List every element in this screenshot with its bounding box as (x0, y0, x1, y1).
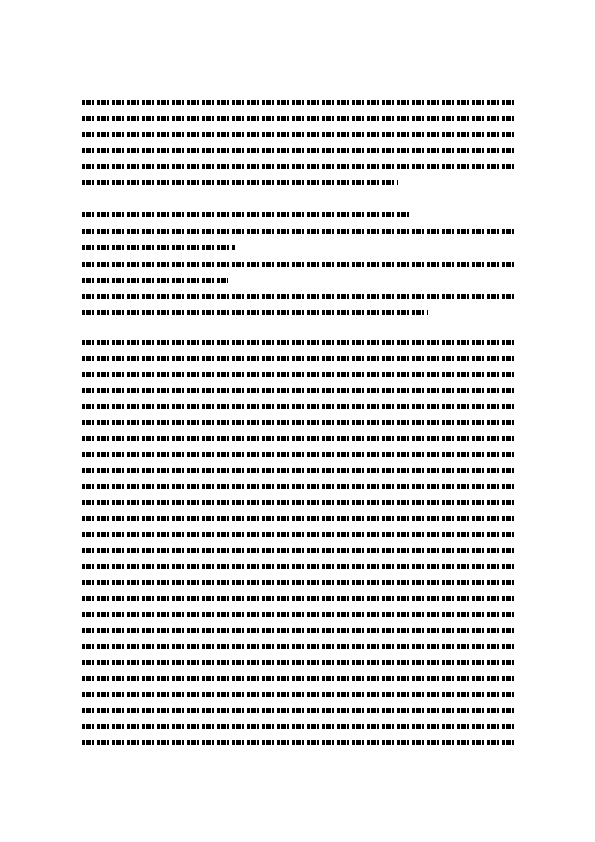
text-line (82, 404, 514, 409)
text-line (82, 500, 514, 505)
text-line (82, 340, 514, 345)
text-line (82, 724, 514, 729)
text-line (82, 548, 514, 553)
text-line (82, 245, 236, 250)
paragraph-6 (82, 340, 514, 752)
text-line (82, 644, 514, 649)
text-line (82, 310, 428, 315)
text-line (82, 676, 514, 681)
text-line (82, 692, 514, 697)
paragraph-1 (82, 100, 514, 192)
text-line (82, 740, 514, 745)
text-line (82, 100, 514, 105)
text-line (82, 388, 514, 393)
text-line (82, 180, 398, 185)
text-line (82, 612, 514, 617)
text-line (82, 596, 514, 601)
text-line (82, 212, 410, 217)
paragraph-5 (82, 294, 514, 320)
text-line (82, 420, 514, 425)
text-line (82, 708, 514, 713)
text-line (82, 660, 514, 665)
text-line (82, 436, 514, 441)
text-line (82, 628, 514, 633)
text-line (82, 164, 514, 169)
text-line (82, 229, 514, 234)
text-line (82, 452, 514, 457)
paragraph-4 (82, 262, 514, 288)
text-line (82, 372, 514, 377)
text-line (82, 564, 514, 569)
text-line (82, 278, 228, 283)
text-line (82, 484, 514, 489)
paragraph-3 (82, 229, 514, 255)
text-line (82, 580, 514, 585)
text-line (82, 468, 514, 473)
text-line (82, 116, 514, 121)
text-line (82, 356, 514, 361)
paragraph-2 (82, 212, 514, 222)
text-line (82, 294, 514, 299)
text-line (82, 132, 514, 137)
text-line (82, 148, 514, 153)
text-line (82, 532, 514, 537)
text-line (82, 262, 514, 267)
text-line (82, 516, 514, 521)
